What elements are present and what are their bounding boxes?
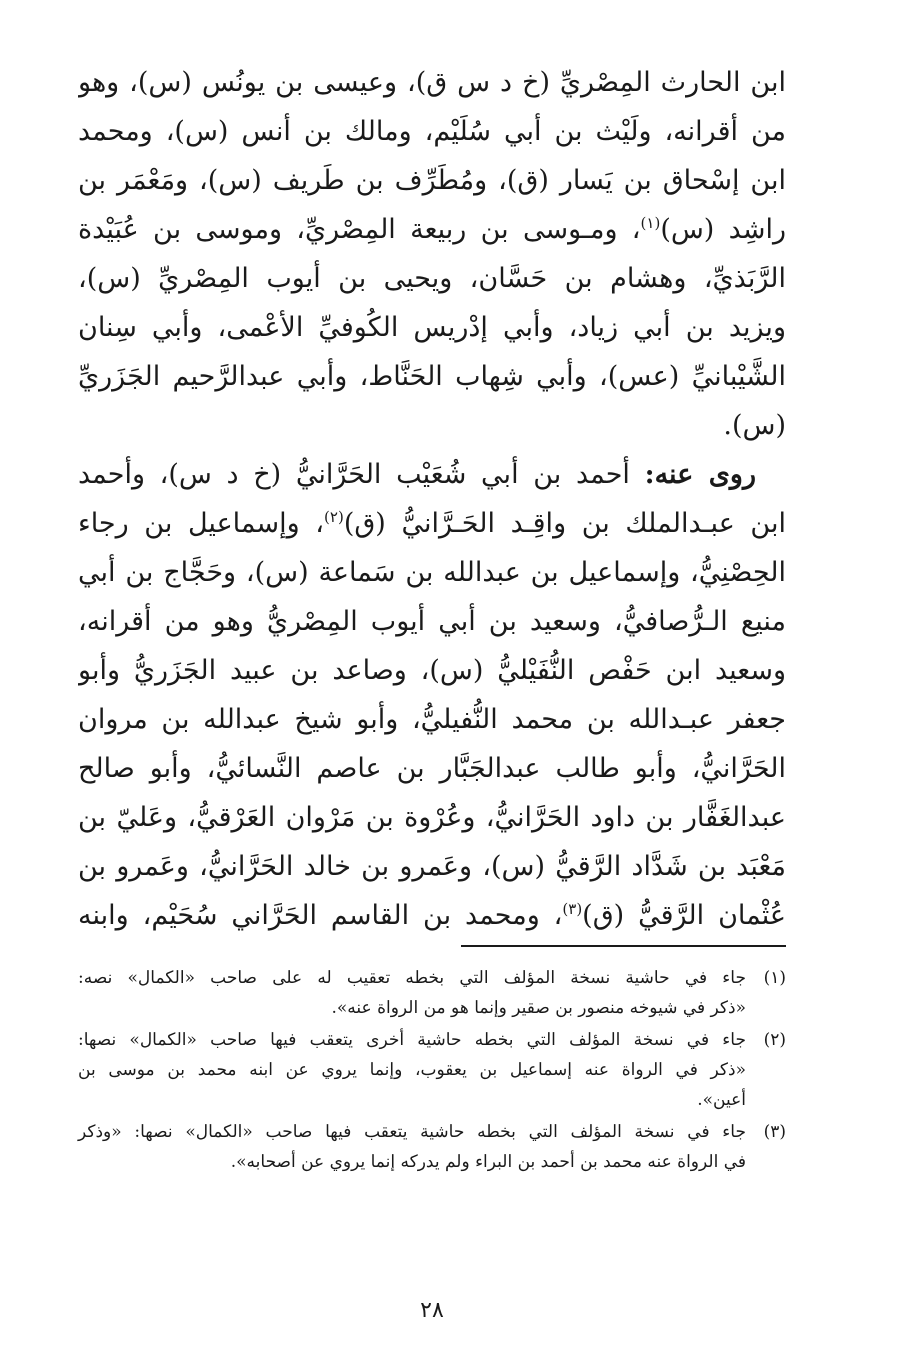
text-line-13 [78,646,786,695]
text-line-10 [78,499,786,548]
line-text: الحِصْنِيُّ، وإسماعيل بن عبدالله بن سَماعة (س)، وحَجَّاج بن أبي [78,557,786,588]
text-line-8 [78,401,786,450]
line-text: (س). [723,410,786,441]
footnote-separator [461,945,786,947]
line-text: الشَّيْبانيِّ (عس)، وأبي شِهاب الحَنَّاط، وأبي عبدالرَّحيم الجَزَريِّ [78,361,786,392]
footnote-line: «ذكر في شيوخه منصور بن صقير وإنما هو من الرواة عنه». [331,998,746,1018]
line-text: منيع الـرُّصافيُّ، وسعيد بن أبي أيوب المِصْريُّ وهو من أقرانه، [78,606,786,637]
text-line-12 [78,597,786,646]
line-text: عبدالغَفَّار بن داود الحَرَّانيُّ، وعُرْوة بن مَرْوان العَرْقيُّ، وعَليّ بن [78,802,786,833]
text-line-1 [78,58,786,107]
line-text: ، ومحمد بن القاسم الحَرَّاني سُحَيْم، وابنه [78,900,563,931]
line-text: ابن عبـدالملك بن واقِـد الحَـرَّانيُّ (ق) [343,508,786,539]
footnote-3 [78,1117,786,1177]
footnote-line: جاء في حاشية نسخة المؤلف التي بخطه تعقيب له على صاحب «الكمال» نصه: [78,968,746,988]
page-number: ٢٨ [420,1298,444,1323]
line-text: من أقرانه، ولَيْث بن أبي سُلَيْم، ومالك بن أنس (س)، ومحمد [78,116,786,147]
text-line-18 [78,891,786,940]
document-page [78,58,786,1323]
line-text: ، ومـوسى بن ربيعة المِصْريِّ، وموسى بن عُبَيْدة [78,214,641,245]
line-text: ويزيد بن أبي زياد، وأبي إدْريس الكُوفيِّ الأعْمى، وأبي سِنان [78,312,786,343]
text-line-14 [78,695,786,744]
main-text [78,58,786,940]
footnote-line: أعين». [697,1090,746,1110]
text-line-17 [78,842,786,891]
line-text: ، وإسماعيل بن رجاء [78,508,325,539]
section-heading: روى عنه: [644,459,756,490]
footnote-text [78,963,746,1023]
footnotes [78,963,786,1179]
line-text: أحمد بن أبي شُعَيْب الحَرَّانيُّ (خ د س)، وأحمد [78,459,630,490]
text-line-16 [78,793,786,842]
text-line-3 [78,156,786,205]
footnote-line: جاء في نسخة المؤلف التي بخطه حاشية أخرى يتعقب فيها صاحب «الكمال» نصها: [78,1030,746,1050]
line-text: وسعيد ابن حَفْص النُّفَيْليُّ (س)، وصاعد بن عبيد الجَزَريُّ وأبو [78,655,786,686]
line-text: راشِد (س) [660,214,786,245]
footnote-2 [78,1025,786,1115]
footnote-ref-3: (٣) [562,900,583,918]
text-line-5 [78,254,786,303]
footnote-number: (٣) [763,1122,786,1142]
text-line-11 [78,548,786,597]
text-line-9 [78,450,786,499]
footnote-text [78,1025,746,1115]
line-text: ابن إسْحاق بن يَسار (ق)، ومُطَرِّف بن طَريف (س)، ومَعْمَر بن [78,165,786,196]
footnote-line: «ذكر في الرواة عنه إسماعيل بن يعقوب، وإنما يروي عن ابنه محمد بن موسى بن [78,1060,746,1080]
line-text: ابن الحارث المِصْريِّ (خ د س ق)، وعيسى بن يونُس (س)، وهو [78,67,786,98]
footnote-line: جاء في نسخة المؤلف التي بخطه حاشية يتعقب فيها صاحب «الكمال» نصها: «وذكر [78,1122,746,1142]
footnote-text [78,1117,746,1177]
text-line-7 [78,352,786,401]
line-text: الرَّبَذيِّ، وهشام بن حَسَّان، ويحيى بن أيوب المِصْريِّ (س)، [78,263,786,294]
footnote-ref-1: (١) [640,214,661,232]
footnote-1 [78,963,786,1023]
line-text: الحَرَّانيُّ، وأبو طالب عبدالجَبَّار بن عاصم النَّسائيُّ، وأبو صالح [78,753,786,784]
text-line-4 [78,205,786,254]
footnote-number: (١) [763,968,786,988]
footnote-ref-2: (٢) [324,508,344,526]
line-text: جعفر عبـدالله بن محمد النُّفيليُّ، وأبو شيخ عبدالله بن مروان [78,704,786,735]
footnote-line: في الرواة عنه محمد بن أحمد بن البراء ولم يدركه إنما يروي عن أصحابه». [230,1152,746,1172]
text-line-6 [78,303,786,352]
text-line-2 [78,107,786,156]
line-text: عُثْمان الرَّقيُّ (ق) [582,900,786,931]
text-line-15 [78,744,786,793]
footnote-number: (٢) [763,1030,786,1050]
line-text: مَعْبَد بن شَدَّاد الرَّقيُّ (س)، وعَمرو بن خالد الحَرَّانيُّ، وعَمرو بن [78,851,786,882]
